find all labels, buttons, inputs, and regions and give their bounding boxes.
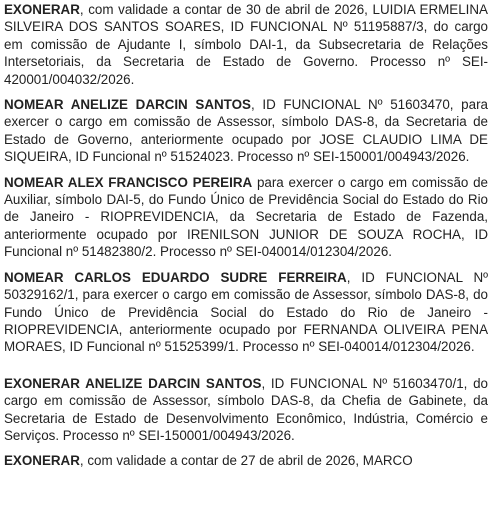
paragraph-lead: EXONERAR [4, 2, 80, 17]
paragraph-text: , ID FUNCIONAL Nº 51603470, para exercer o cargo em comissão de Assessor, símbolo DAS-8, da Secretaria de Estado de Governo, anteriormente ocupado por JOSE CLAUDIO LIMA DE SIQUEIRA, ID Funcional nº 51524023. Processo nº SEI-150001/004943/2026. [4, 97, 488, 165]
paragraph-lead: NOMEAR CARLOS EDUARDO SUDRE FERREIRA [4, 269, 347, 285]
paragraph-nomear-carlos [4, 269, 488, 356]
paragraph-nomear-alex [4, 174, 488, 261]
paragraph-exonerar-luidia [4, 1, 488, 88]
paragraph-text: , com validade a contar de 27 de abril de 2026, MARCO [79, 453, 413, 469]
paragraph-lead: EXONERAR ANELIZE DARCIN SANTOS [4, 375, 262, 391]
paragraph-exonerar-anelize [4, 375, 488, 445]
paragraph-text: , com validade a contar de 30 de abril de 2026, LUIDIA ERMELINA SILVEIRA DOS SANTOS SOARES, ID FUNCIONAL Nº 51195887/3, do cargo em comissão de Ajudante I, símbolo DAI-1, da Subsecretaria de Relações Intersetoriais, da Secretaria de Estado de Governo. Processo nº SEI-420001/004032/2026. [4, 2, 488, 87]
paragraph-text: para exercer o cargo em comissão de Auxiliar, símbolo DAI-5, do Fundo Único de Previdência Social do Estado do Rio de Janeiro - RIOPREVIDENCIA, da Secretaria de Estado de Fazenda, anteriormente ocupado por IRENILSON JUNIOR DE SOUZA ROCHA, ID Funcional nº 51482380/2. Processo nº SEI-040014/012304/2026. [4, 174, 489, 260]
paragraph-lead: EXONERAR [4, 453, 80, 469]
document-page [4, 1, 488, 478]
paragraph-text: , ID FUNCIONAL Nº 51603470/1, do cargo em comissão de Assessor, símbolo DAS-8, da Chefia de Gabinete, da Secretaria de Estado de Desenvolvimento Econômico, Indústria, Comércio e Serviços. Processo nº SEI-150001/004943/2026. [4, 375, 489, 443]
paragraph-lead: NOMEAR ALEX FRANCISCO PEREIRA [4, 174, 253, 190]
paragraph-text: , ID FUNCIONAL Nº 50329162/1, para exercer o cargo em comissão de Assessor, símbolo DAS-8, do Fundo Único de Previdência Social do Estado do Rio de Janeiro - RIOPREVIDENCIA, anteriormente ocupado por FERNANDA OLIVEIRA PENA MORAES, ID Funcional nº 51525399/1. Processo nº SEI-040014/012304/2026. [4, 269, 488, 355]
paragraph-lead: NOMEAR ANELIZE DARCIN SANTOS [4, 97, 251, 113]
paragraph-nomear-anelize [4, 96, 488, 166]
paragraph-exonerar-marco [4, 452, 488, 469]
